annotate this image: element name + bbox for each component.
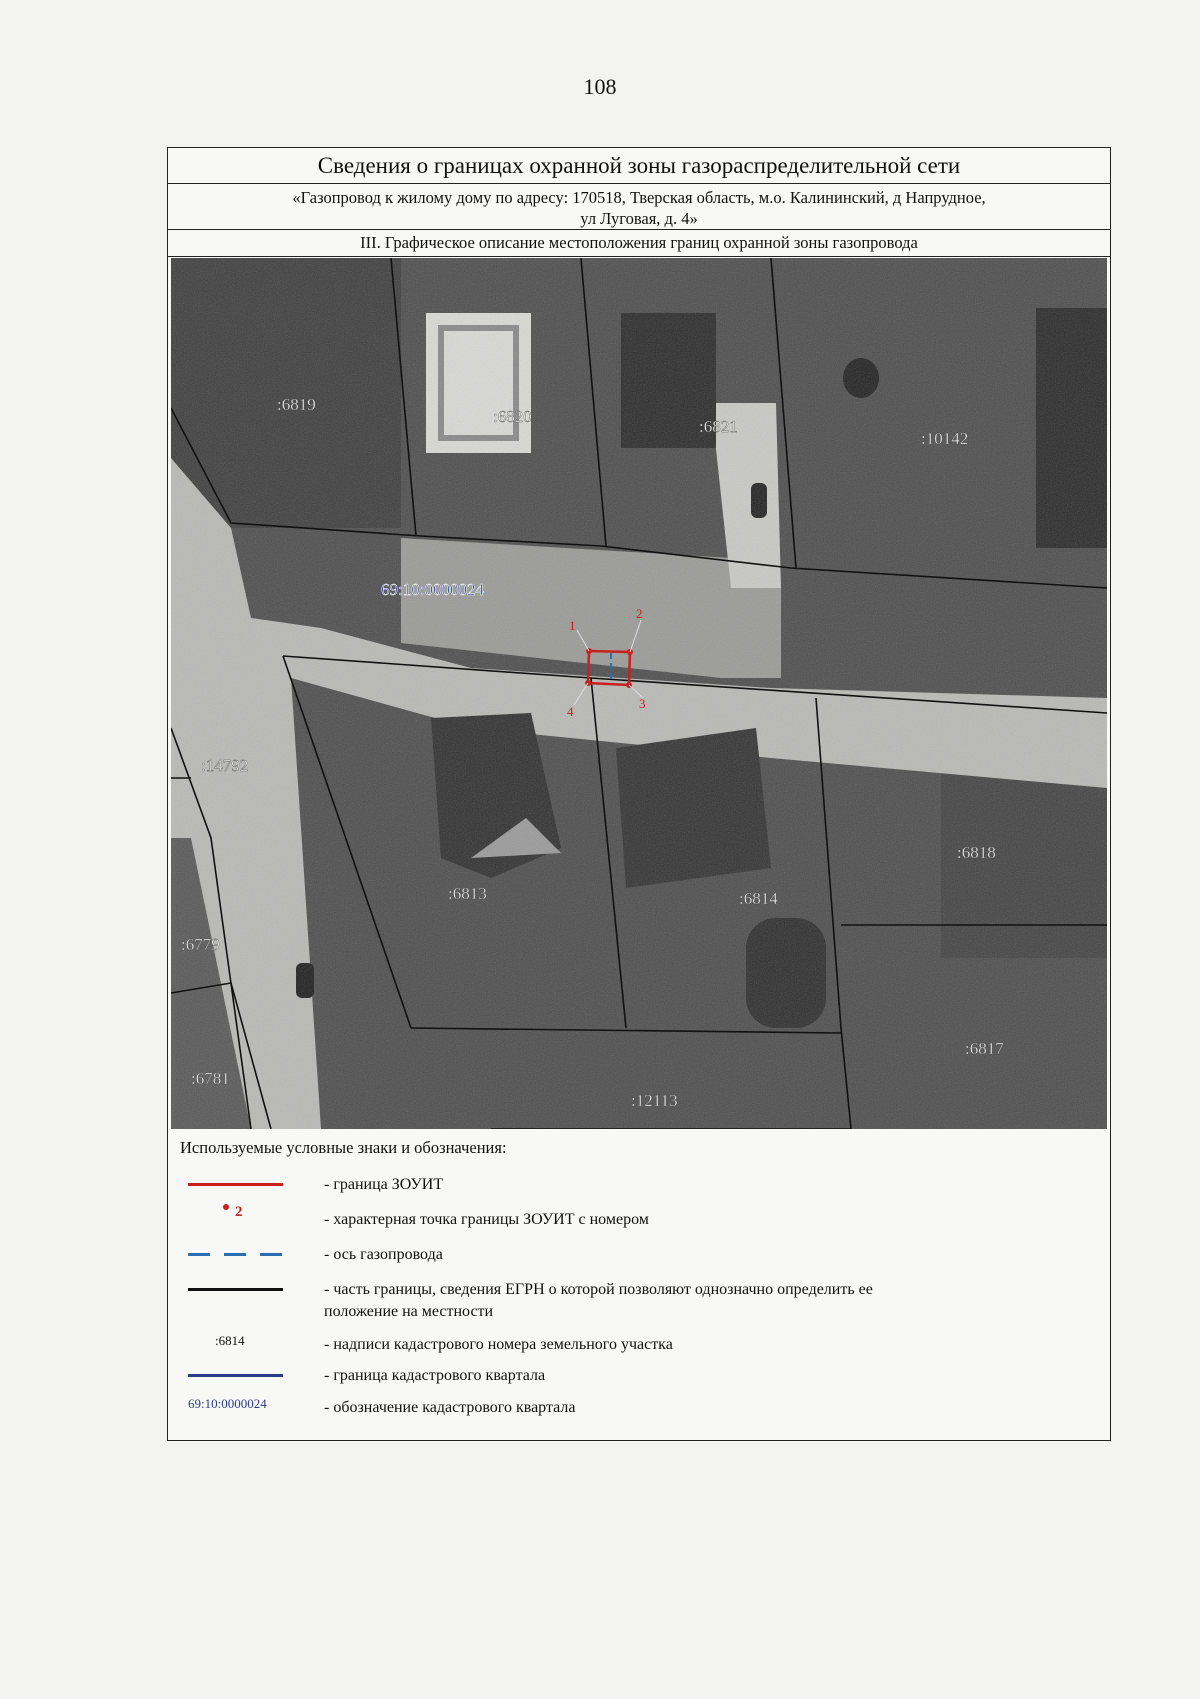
parcel-label-6819: :6819 — [277, 395, 316, 414]
legend-item-gas-axis — [168, 1241, 1110, 1271]
point-label-1: 1 — [569, 618, 576, 633]
legend-text — [324, 1279, 1084, 1323]
parcel-label-6821: :6821 — [699, 417, 738, 436]
parcel-label-6814: :6814 — [739, 889, 778, 908]
parcel-label-6818: :6818 — [957, 843, 996, 862]
parcel-label-6817: :6817 — [965, 1039, 1004, 1058]
legend-text: - граница кадастрового квартала — [324, 1367, 546, 1384]
red-point-symbol — [188, 1206, 283, 1236]
object-address — [168, 184, 1110, 230]
point-sample: 2 — [235, 1204, 243, 1220]
quarter-sample: 69:10:0000024 — [188, 1396, 267, 1411]
legend-title: Используемые условные знаки и обозначения: — [180, 1138, 507, 1157]
quarter-line-symbol — [188, 1362, 283, 1392]
point-label-2: 2 — [636, 606, 643, 621]
legend-item-zouit-point — [168, 1206, 1110, 1236]
cadastral-label-symbol — [188, 1331, 283, 1361]
parcel-label-6820: :6820 — [493, 407, 532, 426]
red-line-symbol — [188, 1171, 283, 1201]
parcel-label-10142: :10142 — [921, 429, 969, 448]
legend-text: - обозначение кадастрового квартала — [324, 1399, 576, 1416]
document-title: Сведения о границах охранной зоны газораспределительной сети — [168, 148, 1110, 184]
point-label-4: 4 — [567, 704, 574, 719]
legend-item-quarter-label — [168, 1394, 1110, 1424]
legend-item-quarter-boundary — [168, 1362, 1110, 1392]
legend-text: - ось газопровода — [324, 1246, 443, 1263]
aerial-map — [171, 258, 1107, 1129]
address-line-2: ул Луговая, д. 4» — [580, 209, 698, 228]
legend-item-cadastral-label — [168, 1331, 1110, 1361]
quarter-label: 69:10:0000024 — [381, 580, 484, 599]
cadastral-sample: :6814 — [215, 1333, 245, 1348]
point-label-3: 3 — [639, 696, 646, 711]
legend-item-zouit-boundary — [168, 1171, 1110, 1201]
legend-text: - характерная точка границы ЗОУИТ с номером — [324, 1211, 649, 1228]
legend-text: - надписи кадастрового номера земельного участка — [324, 1336, 673, 1353]
section-title: III. Графическое описание местоположения границ охранной зоны газопровода — [168, 230, 1110, 257]
parcel-label-12113: :12113 — [631, 1091, 678, 1110]
address-line-1: «Газопровод к жилому дому по адресу: 170518, Тверская область, м.о. Калининский, д Напрудное, — [292, 188, 986, 207]
legend-text: - граница ЗОУИТ — [324, 1176, 444, 1193]
black-line-symbol — [188, 1276, 283, 1306]
page-number: 108 — [583, 74, 617, 99]
parcel-label-6813: :6813 — [448, 884, 487, 903]
document-frame — [167, 147, 1111, 1441]
map-svg — [171, 258, 1107, 1129]
parcel-label-14792: :14792 — [201, 756, 249, 775]
legend-item-parcel-boundary — [168, 1276, 1110, 1326]
quarter-label-symbol — [188, 1394, 283, 1424]
photo-texture — [171, 258, 1107, 1129]
blue-dashed-line-symbol — [188, 1241, 283, 1271]
parcel-label-6779: :6779 — [181, 935, 220, 954]
legend-text-line-1: - часть границы, сведения ЕГРН о которой позволяют однозначно определить ее — [324, 1281, 873, 1298]
legend-text-line-2: положение на местности — [324, 1303, 494, 1320]
parcel-label-6781: :6781 — [191, 1069, 230, 1088]
